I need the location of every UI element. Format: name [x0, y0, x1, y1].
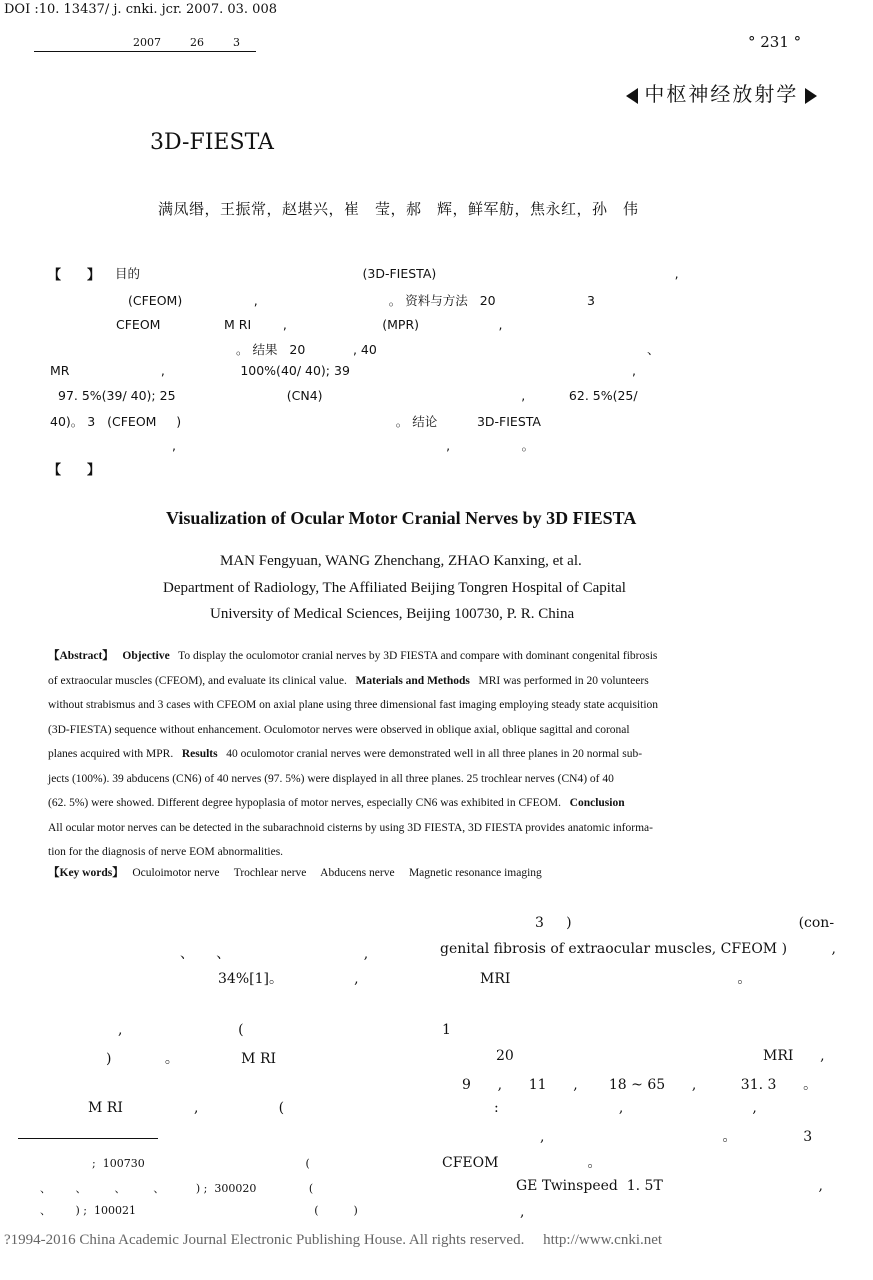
keywords-en-label: 【Key words】 — [48, 867, 124, 879]
results-label: Results — [181, 748, 218, 760]
title-en: Visualization of Ocular Motor Cranial Nerves by 3D FIESTA — [166, 508, 637, 528]
doi: DOI :10. 13437/ j. cnki. jcr. 2007. 03. 008 — [4, 2, 277, 17]
body-right-line-7: : , , — [494, 1100, 757, 1116]
footnote-2: 、 、 、 、 ) ; 300020 ( — [40, 1182, 314, 1195]
footnote-rule — [18, 1138, 158, 1139]
body-right-line-11: , — [520, 1204, 525, 1220]
abstract-cn-bracket: 【 】 — [48, 268, 101, 283]
keyword-3: Abducens nerve — [320, 867, 395, 879]
abstract-en-line-9: tion for the diagnosis of nerve EOM abnormalities. — [48, 846, 284, 858]
abstract-cn-line-4: 。 结果 20 , 40 、 — [236, 342, 660, 357]
abstract-cn-line-8: , , 。 — [172, 438, 535, 453]
conclusion-label: Conclusion — [569, 797, 625, 809]
authors-cn: 满凤缗，王振常，赵堪兴，崔 莹，郝 辉，鲜军舫，焦永红，孙 伟 — [158, 200, 639, 218]
section-title: 中枢神经放射学 — [644, 82, 799, 106]
body-right-line-2: genital fibrosis of extraocular muscles, CFEOM ) , — [440, 941, 837, 957]
journal-volume: 26 — [190, 36, 204, 49]
journal-issue: 3 — [233, 36, 240, 49]
affiliation-en-2: University of Medical Sciences, Beijing 100730, P. R. China — [210, 606, 575, 622]
body-right-line-10: GE Twinspeed 1. 5T , — [516, 1178, 824, 1194]
abstract-cn-line-5: MR , 100%(40/ 40); 39 , — [50, 363, 636, 378]
body-left-line-5: M RI , ( — [88, 1100, 285, 1116]
copyright-footer: ?1994-2016 China Academic Journal Electronic Publishing House. All rights reserved. http://www.cnki.net — [4, 1232, 663, 1248]
body-right-line-8: , 。 3 — [540, 1129, 813, 1145]
abstract-cn-line-2: (CFEOM) , 。 资料与方法 20 3 — [128, 293, 595, 308]
body-right-line-9: CFEOM 。 — [442, 1155, 602, 1171]
abstract-en-line-8: All ocular motor nerves can be detected in the subarachnoid cisterns by using 3D FIESTA, 3D FIESTA provides anatomic informa- — [48, 821, 653, 834]
abstract-en-line-2 — [48, 669, 658, 694]
abstract-en-label: 【Abstract】 — [48, 650, 114, 662]
page-number: ° 231 ° — [748, 33, 802, 51]
affiliation-en-1: Department of Radiology, The Affiliated Beijing Tongren Hospital of Capital — [163, 580, 626, 596]
abstract-en-line-4: (3D-FIESTA) sequence without enhancement. Oculomotor nerves were observed in oblique axial, oblique sagittal and coronal — [48, 723, 630, 736]
abstract-en — [48, 644, 658, 865]
abstract-en-line5a: planes acquired with MPR. — [48, 748, 174, 760]
section-header — [626, 78, 817, 107]
abstract-en-line2-text: of extraocular muscles (CFEOM), and evaluate its clinical value. — [48, 674, 347, 687]
abstract-en-line-7 — [48, 791, 658, 816]
footnote-3: 、 ) ; 100021 ( ) — [40, 1204, 358, 1217]
title-cn: 3D-FIESTA — [150, 130, 274, 155]
keyword-1: Oculoimotor nerve — [132, 867, 220, 879]
abstract-cn-line-1: 目的 (3D-FIESTA) , — [115, 266, 679, 281]
body-right-line-6: 9 , 11 , 18 ~ 65 , 31. 3 。 — [462, 1077, 818, 1093]
materials-methods-text: MRI was performed in 20 volunteers — [478, 674, 649, 687]
keyword-2: Trochlear nerve — [233, 867, 307, 879]
objective-label: Objective — [122, 650, 170, 662]
materials-methods-label: Materials and Methods — [355, 674, 470, 687]
body-right-line-3: MRI 。 — [480, 971, 752, 987]
keywords-cn-bracket: 【 】 — [48, 463, 101, 478]
abstract-en-line7a: (62. 5%) were showed. Different degree hypoplasia of motor nerves, especially CN6 was exhibited in CFEOM. — [48, 797, 562, 809]
body-left-line-3: , ( — [118, 1022, 244, 1038]
abstract-cn-line-6: 97. 5%(39/ 40); 25 (CN4) , 62. 5%(25/ — [58, 388, 638, 403]
body-right-line-1: 3 ) (con- — [535, 915, 835, 931]
authors-en: MAN Fengyuan, WANG Zhenchang, ZHAO Kanxing, et al. — [220, 553, 582, 569]
footnote-1: ; 100730 ( — [92, 1157, 310, 1170]
keywords-en — [48, 864, 542, 880]
abstract-en-line-1 — [48, 644, 658, 669]
body-right-line-4: 1 — [442, 1022, 451, 1038]
abstract-en-line-6: jects (100%). 39 abducens (CN6) of 40 nerves (97. 5%) were displayed in all three planes. 25 trochlear nerves (CN4) of 40 — [48, 772, 614, 785]
right-triangle-icon — [805, 88, 817, 104]
body-right-line-5: 20 MRI , — [496, 1048, 825, 1064]
journal-year: 2007 — [133, 36, 161, 49]
objective-text: To display the oculomotor cranial nerves by 3D FIESTA and compare with dominant congenital fibrosis — [178, 650, 658, 662]
body-left-line-4: ) 。 M RI — [106, 1051, 277, 1067]
body-left-line-1: 、 、 , — [180, 946, 369, 962]
abstract-cn-line-3: CFEOM M RI , (MPR) , — [116, 317, 503, 332]
header-rule — [34, 51, 256, 52]
abstract-en-line-3: without strabismus and 3 cases with CFEOM on axial plane using three dimensional fast imaging employing steady state acquisition — [48, 699, 659, 711]
abstract-en-line-5 — [48, 742, 658, 767]
keyword-4: Magnetic resonance imaging — [408, 867, 542, 879]
left-triangle-icon — [626, 88, 638, 104]
abstract-en-line5b: 40 oculomotor cranial nerves were demonstrated well in all three planes in 20 normal sub- — [226, 748, 643, 760]
body-left-line-2: 34%[1]。 , — [218, 971, 359, 987]
abstract-cn-line-7: 40)。 3 (CFEOM ) 。 结论 3D-FIESTA — [50, 414, 541, 429]
